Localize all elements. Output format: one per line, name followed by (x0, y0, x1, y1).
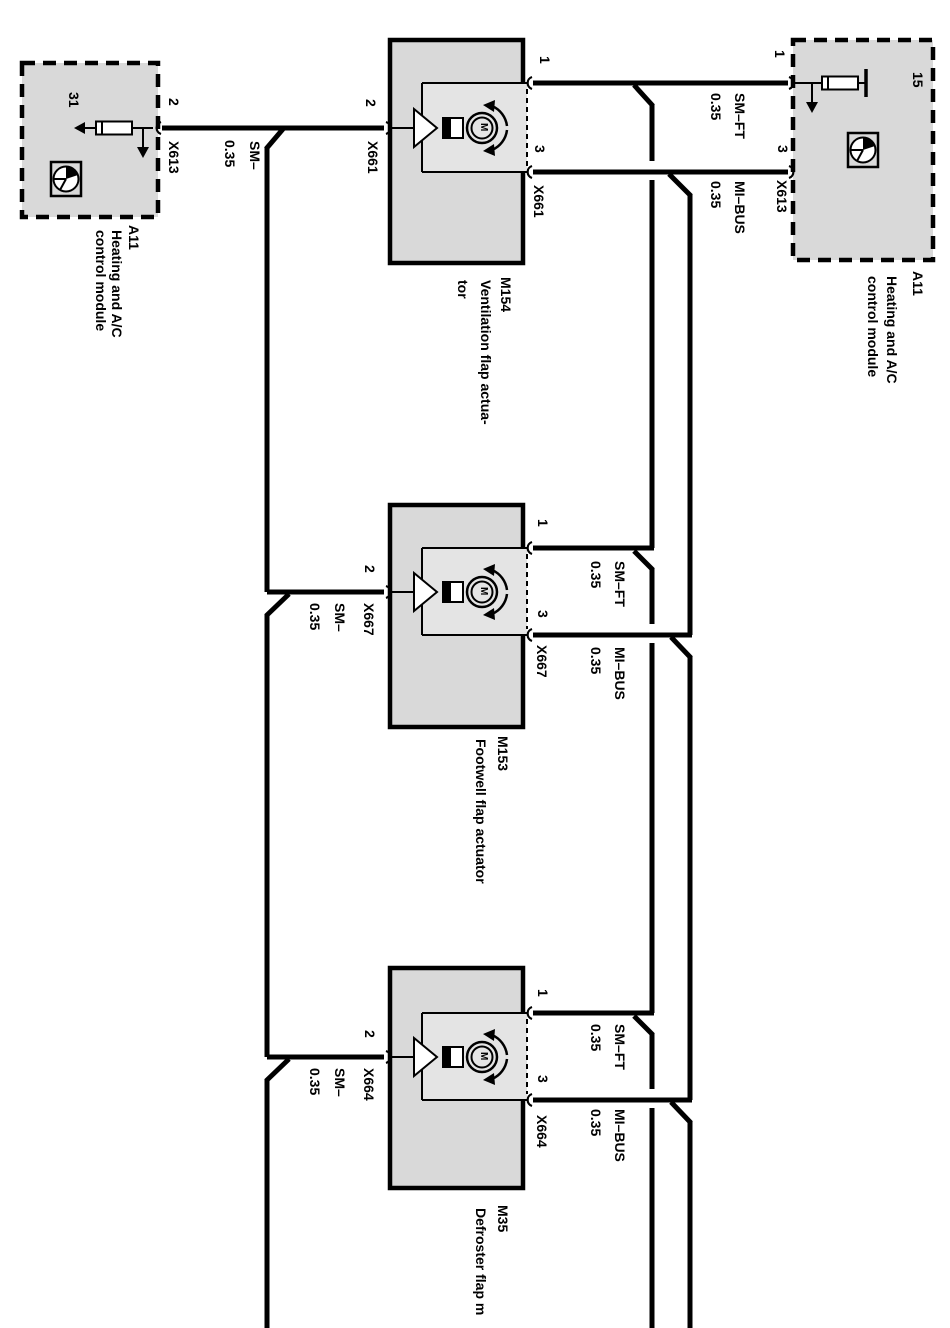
connector-symbol-x667-pin3 (528, 629, 532, 641)
module-name-m153-line1: Footwell flap actuator (473, 739, 489, 884)
module-id-m35: M35 (495, 1205, 511, 1233)
module-name-m154-line2: tor (455, 280, 471, 299)
wire-code-label-mibus-m35: MI–BUS (612, 1109, 628, 1162)
module-name-a11-left-line1: Heating and A/C (109, 230, 125, 338)
wire-gauge-label-smft-m35: 0.35 (588, 1024, 604, 1052)
wire-sm-ft (533, 83, 791, 1328)
module-name-a11-right-line1: Heating and A/C (884, 276, 900, 384)
pin-label-m35-1: 1 (535, 989, 551, 997)
connector-symbol-x664-pin3 (528, 1094, 532, 1106)
connector-symbol-x664-pin1 (528, 1007, 532, 1019)
pin-label-m35-2: 2 (362, 1030, 378, 1038)
module-id-a11-left: A11 (126, 225, 142, 250)
wire-code-label-sm-m153: SM– (332, 603, 348, 632)
pin-label-m153-3: 3 (535, 610, 551, 618)
wire-code-label-sm: SM– (247, 141, 263, 170)
connector-label-m154-right: X661 (531, 185, 547, 218)
terminal-label-15: 15 (910, 72, 926, 88)
actuator-m154 (386, 40, 532, 263)
wire-code-label-mibus-m154: MI–BUS (732, 181, 748, 234)
module-id-m154: M154 (498, 277, 514, 313)
actuator-m153 (386, 505, 532, 727)
motor-letter-m154: M (478, 123, 489, 132)
connector-symbol-x667-pin1 (528, 542, 532, 554)
wire-gauge-label-mibus-m153: 0.35 (588, 647, 604, 675)
connector-label-m35-left: X664 (361, 1068, 377, 1101)
connector-label-m153-left: X667 (361, 603, 377, 636)
pin-label-m154-2: 2 (363, 99, 379, 107)
module-name-a11-left-line2: control module (93, 230, 109, 332)
connector-label-a11-left-x613: X613 (166, 141, 182, 174)
wire-gauge-label-sm-m35: 0.35 (307, 1068, 323, 1096)
pin-label-m154-3: 3 (532, 145, 548, 153)
module-name-a11-right-line2: control module (865, 276, 881, 378)
wire-code-label-smft-m35: SM–FT (612, 1024, 628, 1070)
module-id-m153: M153 (495, 736, 511, 772)
connector-label-m153-right: X667 (534, 645, 550, 678)
wire-gauge-label-sm-m153: 0.35 (307, 603, 323, 631)
pin-label-m154-1: 1 (537, 56, 553, 64)
motor-letter-m153: M (478, 587, 489, 596)
wire-code-label-sm-m35: SM– (332, 1068, 348, 1097)
pin-label-m153-1: 1 (535, 519, 551, 527)
wire-mi-bus (533, 172, 788, 1328)
module-id-a11-right: A11 (910, 271, 926, 296)
motor-letter-m35: M (478, 1052, 489, 1061)
wire-gauge-label-smft-m153: 0.35 (588, 561, 604, 589)
connector-label-m154-left: X661 (365, 141, 381, 174)
wire-code-label-smft-m154: SM–FT (732, 93, 748, 139)
connector-label-m35-right: X664 (534, 1115, 550, 1148)
actuator-m35 (386, 968, 532, 1188)
connector-symbol-x661-pin1 (528, 77, 532, 89)
terminal-label-31: 31 (66, 92, 82, 108)
wire-gauge-label-sm: 0.35 (222, 140, 238, 168)
pin-label-m35-3: 3 (535, 1075, 551, 1083)
pin-label-a11-right-1: 1 (772, 50, 788, 58)
pin-label-a11-right-3: 3 (775, 145, 791, 153)
connector-label-a11-right-x613: X613 (774, 180, 790, 213)
connector-symbol-x661-pin3 (528, 166, 532, 178)
module-a11-left (22, 63, 161, 217)
pin-label-a11-left-2: 2 (166, 98, 182, 106)
module-name-m35-line1: Defroster flap m (473, 1208, 489, 1316)
wire-gauge-label-mibus-m154: 0.35 (708, 181, 724, 209)
wire-gauge-label-mibus-m35: 0.35 (588, 1109, 604, 1137)
module-name-m154-line1: Ventilation flap actua- (478, 280, 494, 425)
wire-gauge-label-smft-m154: 0.35 (708, 93, 724, 121)
wire-code-label-mibus-m153: MI–BUS (612, 647, 628, 700)
wire-code-label-smft-m153: SM–FT (612, 561, 628, 607)
wire-sm-ground (162, 128, 384, 1328)
pin-label-m153-2: 2 (362, 565, 378, 573)
